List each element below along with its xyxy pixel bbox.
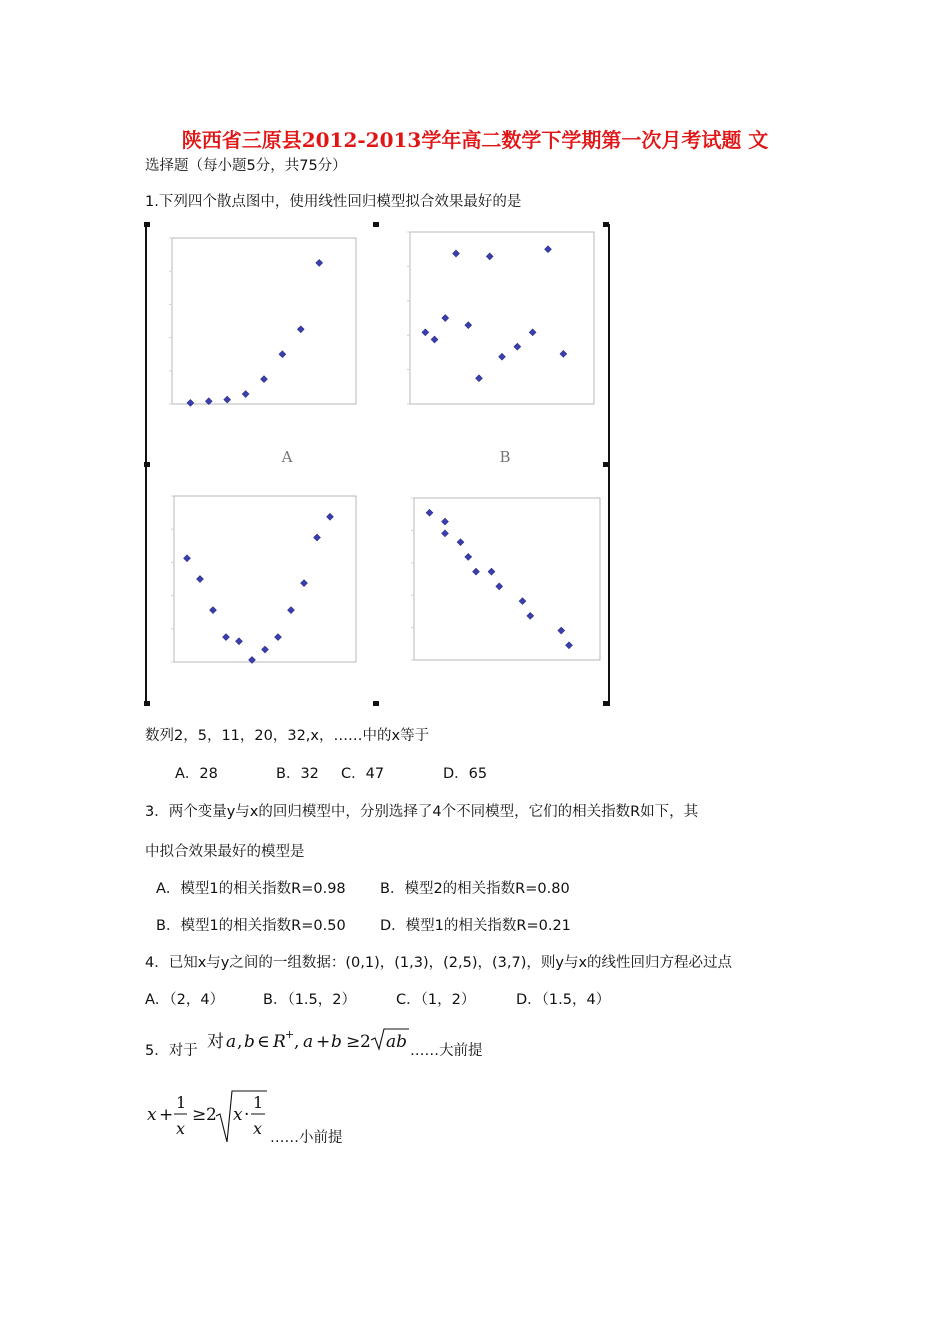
q3-option-b: B．模型2的相关指数R=0.80 bbox=[380, 881, 570, 897]
frame-handle bbox=[144, 701, 150, 706]
panel-label-b: B bbox=[499, 448, 511, 466]
q2-option-c: C．47 bbox=[341, 766, 385, 782]
svg-text:对: 对 bbox=[207, 1032, 224, 1052]
frame-handle bbox=[373, 222, 379, 227]
frame-handle bbox=[603, 222, 609, 227]
svg-text:∈: ∈ bbox=[257, 1032, 270, 1052]
svg-text:·: · bbox=[244, 1105, 250, 1125]
svg-text:b: b bbox=[331, 1032, 342, 1052]
svg-text:≥: ≥ bbox=[192, 1105, 207, 1125]
svg-text:2: 2 bbox=[206, 1105, 217, 1125]
q3-option-d: D．模型1的相关指数R=0.21 bbox=[380, 918, 571, 934]
svg-text:+: + bbox=[159, 1105, 174, 1125]
svg-text:b: b bbox=[244, 1032, 255, 1052]
minor-premise-formula bbox=[145, 1088, 270, 1144]
plot-area-d bbox=[414, 498, 600, 660]
frame-handle bbox=[603, 462, 609, 467]
q2-option-b: B．32 bbox=[276, 766, 319, 782]
plot-area-b bbox=[410, 232, 594, 404]
question-3-stem-line2: 中拟合效果最好的模型是 bbox=[145, 844, 305, 860]
svg-text:a: a bbox=[226, 1032, 237, 1052]
svg-text:,: , bbox=[294, 1032, 300, 1052]
q2-option-d: D．65 bbox=[443, 766, 488, 782]
svg-text:ab: ab bbox=[386, 1032, 408, 1052]
svg-text:1: 1 bbox=[176, 1093, 187, 1112]
scatter-plots-svg bbox=[144, 222, 612, 708]
minor-premise-label: ……小前提 bbox=[270, 1130, 343, 1146]
svg-text:a: a bbox=[303, 1032, 314, 1052]
q4-option-d: D．（1.5，4） bbox=[516, 992, 611, 1008]
question-2-stem: 数列2，5，11，20，32,x，……中的x等于 bbox=[145, 728, 430, 744]
svg-text:+: + bbox=[285, 1028, 295, 1041]
frame-handle bbox=[144, 222, 150, 227]
question-1-stem: 1.下列四个散点图中，使用线性回归模型拟合效果最好的是 bbox=[145, 194, 522, 210]
question-5-prefix: 5．对于 bbox=[145, 1043, 198, 1059]
section-header: 选择题（每小题5分，共75分） bbox=[145, 158, 347, 174]
question-3-stem-line1: 3．两个变量y与x的回归模型中，分别选择了4个不同模型，它们的相关指数R如下，其 bbox=[145, 804, 699, 820]
major-premise-label: ……大前提 bbox=[410, 1043, 483, 1059]
svg-text:2: 2 bbox=[360, 1032, 371, 1052]
svg-text:x: x bbox=[147, 1105, 157, 1125]
q3-option-a: A．模型1的相关指数R=0.98 bbox=[156, 881, 346, 897]
question-4-stem: 4．已知x与y之间的一组数据：(0,1)，(1,3)，(2,5)，(3,7)，则y与x的线性回归方程必过点 bbox=[145, 955, 733, 971]
svg-text:≥: ≥ bbox=[346, 1032, 361, 1052]
q3-option-c: B．模型1的相关指数R=0.50 bbox=[156, 918, 346, 934]
q2-option-a: A．28 bbox=[175, 766, 218, 782]
panel-label-a: A bbox=[281, 448, 293, 466]
frame-handle bbox=[373, 701, 379, 706]
svg-text:1: 1 bbox=[253, 1093, 264, 1112]
svg-text:x: x bbox=[253, 1119, 263, 1138]
frame-handle bbox=[603, 701, 609, 706]
svg-text:x: x bbox=[233, 1105, 243, 1125]
svg-text:R: R bbox=[273, 1032, 286, 1052]
svg-text:x: x bbox=[176, 1119, 186, 1138]
q4-option-a: A．（2，4） bbox=[145, 992, 225, 1008]
major-premise-formula bbox=[207, 1026, 417, 1056]
svg-text:+: + bbox=[316, 1032, 331, 1052]
scatter-plot-figure bbox=[144, 222, 612, 708]
frame-handle bbox=[144, 462, 150, 467]
page-title: 陕西省三原县2012-2013学年高二数学下学期第一次月考试题 文 bbox=[181, 128, 769, 152]
svg-text:,: , bbox=[237, 1032, 243, 1052]
q4-option-c: C．（1，2） bbox=[396, 992, 476, 1008]
q4-option-b: B．（1.5，2） bbox=[263, 992, 356, 1008]
